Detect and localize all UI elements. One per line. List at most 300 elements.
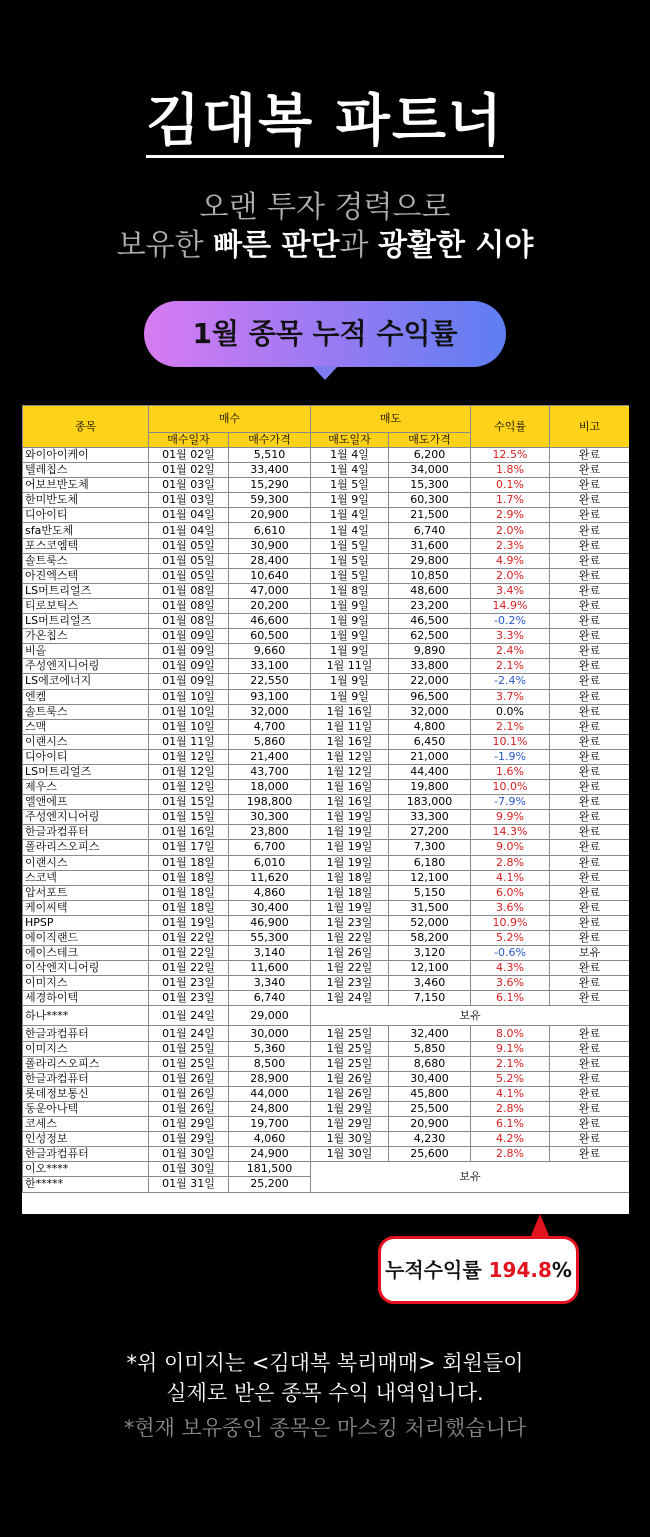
table-row (23, 1041, 630, 1056)
buy-date: 01월 05일 (149, 538, 229, 553)
buy-price: 11,600 (229, 961, 311, 976)
status: 완료 (550, 704, 629, 719)
table-row (23, 448, 630, 463)
col-buy: 매수 (149, 406, 311, 433)
status: 완료 (550, 1086, 629, 1101)
sell-date: 1월 30일 (311, 1132, 389, 1147)
return-rate: 3.4% (471, 583, 550, 598)
col-note: 비고 (550, 406, 629, 448)
sell-date: 1월 4일 (311, 523, 389, 538)
sell-date: 1월 11일 (311, 659, 389, 674)
status: 완료 (550, 568, 629, 583)
buy-date: 01월 05일 (149, 568, 229, 583)
table-row (23, 915, 630, 930)
stock-name: 이랜시스 (23, 734, 149, 749)
buy-date: 01월 15일 (149, 810, 229, 825)
return-rate: 1.6% (471, 764, 550, 779)
sell-price: 4,230 (389, 1132, 471, 1147)
stock-name: 동운아나텍 (23, 1101, 149, 1116)
returns-sheet (22, 405, 629, 1214)
sell-date: 1월 9일 (311, 644, 389, 659)
return-rate: 8.0% (471, 1026, 550, 1041)
sell-price: 29,800 (389, 553, 471, 568)
sell-date: 1월 5일 (311, 538, 389, 553)
sell-price: 6,180 (389, 855, 471, 870)
table-row (23, 825, 630, 840)
sell-date: 1월 8일 (311, 583, 389, 598)
return-rate: 2.9% (471, 508, 550, 523)
table-row (23, 719, 630, 734)
return-rate: 10.0% (471, 780, 550, 795)
buy-price: 5,860 (229, 734, 311, 749)
stock-name: 텔레칩스 (23, 463, 149, 478)
return-rate: 9.1% (471, 1041, 550, 1056)
sell-price: 31,600 (389, 538, 471, 553)
table-row (23, 900, 630, 915)
return-rate: 2.0% (471, 523, 550, 538)
stock-name: 주성엔지니어링 (23, 659, 149, 674)
buy-price: 47,000 (229, 583, 311, 598)
status: 완료 (550, 583, 629, 598)
table-row (23, 734, 630, 749)
buy-date: 01월 16일 (149, 825, 229, 840)
table-row (23, 508, 630, 523)
table-row (23, 704, 630, 719)
sell-price: 7,150 (389, 991, 471, 1006)
sell-date: 1월 12일 (311, 749, 389, 764)
sell-price: 27,200 (389, 825, 471, 840)
table-row (23, 1056, 630, 1071)
sell-price: 21,500 (389, 508, 471, 523)
return-rate: 2.1% (471, 719, 550, 734)
status: 완료 (550, 689, 629, 704)
buy-price: 15,290 (229, 478, 311, 493)
sell-price: 21,000 (389, 749, 471, 764)
return-rate: -2.4% (471, 674, 550, 689)
last1-buy-price: 181,500 (229, 1162, 311, 1177)
sell-date: 1월 24일 (311, 991, 389, 1006)
buy-price: 30,300 (229, 810, 311, 825)
sell-price: 12,100 (389, 961, 471, 976)
sell-price: 44,400 (389, 764, 471, 779)
status: 완료 (550, 1041, 629, 1056)
held-buy-price: 29,000 (229, 1006, 311, 1026)
sell-price: 3,120 (389, 946, 471, 961)
buy-price: 198,800 (229, 795, 311, 810)
last1-name: 이오**** (23, 1162, 149, 1177)
buy-price: 28,900 (229, 1071, 311, 1086)
cumulative-return-bubble (378, 1236, 579, 1304)
buy-price: 22,550 (229, 674, 311, 689)
status: 완료 (550, 1071, 629, 1086)
sell-date: 1월 18일 (311, 885, 389, 900)
sell-price: 30,400 (389, 1071, 471, 1086)
buy-date: 01월 26일 (149, 1101, 229, 1116)
buy-date: 01월 29일 (149, 1132, 229, 1147)
stock-name: 인성정보 (23, 1132, 149, 1147)
status: 완료 (550, 749, 629, 764)
buy-price: 59,300 (229, 493, 311, 508)
buy-price: 6,010 (229, 855, 311, 870)
held-row-group (23, 1006, 630, 1026)
buy-date: 01월 19일 (149, 915, 229, 930)
buy-price: 19,700 (229, 1117, 311, 1132)
buy-date: 01월 04일 (149, 523, 229, 538)
return-rate: 6.1% (471, 1117, 550, 1132)
return-rate: 2.8% (471, 1101, 550, 1116)
sell-date: 1월 26일 (311, 1086, 389, 1101)
table-row (23, 523, 630, 538)
buy-date: 01월 10일 (149, 704, 229, 719)
buy-price: 55,300 (229, 931, 311, 946)
return-rate: 3.7% (471, 689, 550, 704)
stock-name: 스코넥 (23, 870, 149, 885)
status: 완료 (550, 1147, 629, 1162)
sell-date: 1월 26일 (311, 1071, 389, 1086)
buy-date: 01월 18일 (149, 855, 229, 870)
table-row (23, 598, 630, 613)
buy-price: 8,500 (229, 1056, 311, 1071)
table-row (23, 659, 630, 674)
table-row (23, 493, 630, 508)
buy-price: 4,860 (229, 885, 311, 900)
monthly-return-badge: 1월 종목 누적 수익률 (144, 301, 506, 367)
buy-date: 01월 25일 (149, 1056, 229, 1071)
sell-date: 1월 25일 (311, 1041, 389, 1056)
sell-date: 1월 5일 (311, 568, 389, 583)
sell-price: 45,800 (389, 1086, 471, 1101)
summary-label: 누적수익률 (385, 1258, 489, 1282)
buy-date: 01월 30일 (149, 1147, 229, 1162)
return-rate: 2.0% (471, 568, 550, 583)
note-line2: 실제로 받은 종목 수익 내역입니다. (166, 1381, 484, 1405)
sell-date: 1월 16일 (311, 795, 389, 810)
sell-price: 10,850 (389, 568, 471, 583)
status: 완료 (550, 644, 629, 659)
last2-name: 한***** (23, 1177, 149, 1192)
table-row (23, 1117, 630, 1132)
status: 완료 (550, 463, 629, 478)
sell-price: 25,500 (389, 1101, 471, 1116)
stock-name: 이미지스 (23, 1041, 149, 1056)
sell-price: 6,450 (389, 734, 471, 749)
buy-date: 01월 23일 (149, 976, 229, 991)
col-sell: 매도 (311, 406, 471, 433)
buy-price: 3,140 (229, 946, 311, 961)
buy-date: 01월 08일 (149, 614, 229, 629)
return-rate: 6.1% (471, 991, 550, 1006)
return-rate: 10.9% (471, 915, 550, 930)
table-row (23, 553, 630, 568)
table-row (23, 976, 630, 991)
buy-price: 23,800 (229, 825, 311, 840)
buy-date: 01월 24일 (149, 1026, 229, 1041)
sell-price: 62,500 (389, 629, 471, 644)
status: 완료 (550, 961, 629, 976)
buy-price: 32,000 (229, 704, 311, 719)
status: 완료 (550, 1101, 629, 1116)
return-rate: 4.1% (471, 1086, 550, 1101)
sell-date: 1월 16일 (311, 704, 389, 719)
buy-date: 01월 09일 (149, 629, 229, 644)
buy-date: 01월 25일 (149, 1041, 229, 1056)
buy-date: 01월 18일 (149, 885, 229, 900)
return-rate: 1.8% (471, 463, 550, 478)
return-rate: 3.3% (471, 629, 550, 644)
buy-date: 01월 22일 (149, 931, 229, 946)
sell-price: 32,000 (389, 704, 471, 719)
return-rate: 2.3% (471, 538, 550, 553)
buy-date: 01월 09일 (149, 659, 229, 674)
summary-unit: % (551, 1258, 572, 1282)
buy-price: 60,500 (229, 629, 311, 644)
buy-price: 18,000 (229, 780, 311, 795)
subtitle-pre: 보유한 (116, 228, 214, 263)
summary-pointer (530, 1214, 550, 1238)
sell-date: 1월 30일 (311, 1147, 389, 1162)
buy-price: 44,000 (229, 1086, 311, 1101)
buy-price: 24,900 (229, 1147, 311, 1162)
buy-date: 01월 10일 (149, 719, 229, 734)
stock-name: 에이스테크 (23, 946, 149, 961)
sell-price: 12,100 (389, 870, 471, 885)
stock-name: HPSP (23, 915, 149, 930)
returns-table (22, 405, 629, 1193)
return-rate: 14.3% (471, 825, 550, 840)
table-row (23, 674, 630, 689)
buy-date: 01월 08일 (149, 583, 229, 598)
stock-name: 어보브반도체 (23, 478, 149, 493)
stock-name: 비올 (23, 644, 149, 659)
sell-date: 1월 29일 (311, 1101, 389, 1116)
status: 완료 (550, 478, 629, 493)
sell-date: 1월 5일 (311, 478, 389, 493)
status: 완료 (550, 1056, 629, 1071)
return-rate: 0.0% (471, 704, 550, 719)
sell-date: 1월 19일 (311, 900, 389, 915)
stock-name: 한미반도체 (23, 493, 149, 508)
buy-date: 01월 10일 (149, 689, 229, 704)
buy-price: 33,400 (229, 463, 311, 478)
buy-price: 6,700 (229, 840, 311, 855)
subtitle-line2 (0, 228, 650, 264)
return-rate: 1.7% (471, 493, 550, 508)
buy-price: 24,800 (229, 1101, 311, 1116)
table-row (23, 1071, 630, 1086)
stock-name: 엔켐 (23, 689, 149, 704)
status: 완료 (550, 508, 629, 523)
table-row (23, 764, 630, 779)
table-row (23, 1101, 630, 1116)
sell-price: 48,600 (389, 583, 471, 598)
table-row (23, 568, 630, 583)
stock-name: 한글과컴퓨터 (23, 1026, 149, 1041)
buy-price: 46,600 (229, 614, 311, 629)
sell-price: 3,460 (389, 976, 471, 991)
sell-date: 1월 29일 (311, 1117, 389, 1132)
sell-date: 1월 19일 (311, 855, 389, 870)
sell-price: 6,740 (389, 523, 471, 538)
buy-date: 01월 09일 (149, 674, 229, 689)
status: 완료 (550, 598, 629, 613)
table-row (23, 870, 630, 885)
status: 완료 (550, 553, 629, 568)
stock-name: LS머트리얼즈 (23, 583, 149, 598)
sell-price: 7,300 (389, 840, 471, 855)
status: 완료 (550, 659, 629, 674)
sell-date: 1월 16일 (311, 780, 389, 795)
table-row (23, 840, 630, 855)
sell-date: 1월 19일 (311, 840, 389, 855)
return-rate: 3.6% (471, 900, 550, 915)
table-row (23, 644, 630, 659)
stock-name: 압서포트 (23, 885, 149, 900)
buy-price: 5,510 (229, 448, 311, 463)
subtitle-mid: 과 (339, 228, 379, 263)
status: 완료 (550, 795, 629, 810)
status: 완료 (550, 734, 629, 749)
return-rate: 3.6% (471, 976, 550, 991)
return-rate: 2.4% (471, 644, 550, 659)
col-buy-date: 매수일자 (149, 433, 229, 448)
rows-group-2 (23, 1026, 630, 1162)
table-row-held (23, 1006, 630, 1026)
sell-date: 1월 4일 (311, 448, 389, 463)
return-rate: 2.8% (471, 1147, 550, 1162)
stock-name: 스맥 (23, 719, 149, 734)
return-rate: 6.0% (471, 885, 550, 900)
table-row (23, 538, 630, 553)
status: 완료 (550, 900, 629, 915)
buy-price: 4,700 (229, 719, 311, 734)
sell-price: 23,200 (389, 598, 471, 613)
table-row (23, 855, 630, 870)
sell-price: 20,900 (389, 1117, 471, 1132)
return-rate: 9.0% (471, 840, 550, 855)
buy-date: 01월 11일 (149, 734, 229, 749)
subtitle-line1: 오랜 투자 경력으로 (199, 190, 451, 225)
sell-price: 22,000 (389, 674, 471, 689)
return-rate: -0.2% (471, 614, 550, 629)
return-rate: 2.1% (471, 659, 550, 674)
buy-date: 01월 26일 (149, 1071, 229, 1086)
sell-date: 1월 19일 (311, 825, 389, 840)
buy-date: 01월 26일 (149, 1086, 229, 1101)
status: 완료 (550, 764, 629, 779)
sell-price: 19,800 (389, 780, 471, 795)
buy-price: 33,100 (229, 659, 311, 674)
sell-price: 34,000 (389, 463, 471, 478)
sell-date: 1월 5일 (311, 553, 389, 568)
stock-name: 아진엑스텍 (23, 568, 149, 583)
sell-price: 96,500 (389, 689, 471, 704)
table-row (23, 810, 630, 825)
last2-buy-price: 25,200 (229, 1177, 311, 1192)
status: 완료 (550, 1132, 629, 1147)
buy-date: 01월 22일 (149, 961, 229, 976)
table-row (23, 629, 630, 644)
status: 완료 (550, 855, 629, 870)
buy-date: 01월 17일 (149, 840, 229, 855)
return-rate: -0.6% (471, 946, 550, 961)
subtitle-bold2: 광활한 시야 (378, 228, 534, 263)
return-rate: 14.9% (471, 598, 550, 613)
table-row (23, 1026, 630, 1041)
return-rate: 2.8% (471, 855, 550, 870)
last-status: 보유 (311, 1162, 629, 1192)
buy-price: 30,000 (229, 1026, 311, 1041)
sell-date: 1월 23일 (311, 915, 389, 930)
buy-price: 10,640 (229, 568, 311, 583)
stock-name: 에이직랜드 (23, 931, 149, 946)
stock-name: 코세스 (23, 1117, 149, 1132)
col-buy-price: 매수가격 (229, 433, 311, 448)
buy-price: 3,340 (229, 976, 311, 991)
held-buy-date: 01월 24일 (149, 1006, 229, 1026)
buy-date: 01월 03일 (149, 478, 229, 493)
stock-name: 폴라리스오피스 (23, 1056, 149, 1071)
sell-date: 1월 4일 (311, 463, 389, 478)
buy-price: 21,400 (229, 749, 311, 764)
table-row (23, 946, 630, 961)
stock-name: 한글과컴퓨터 (23, 1147, 149, 1162)
sell-date: 1월 9일 (311, 629, 389, 644)
stock-name: 제우스 (23, 780, 149, 795)
buy-price: 28,400 (229, 553, 311, 568)
sell-price: 9,890 (389, 644, 471, 659)
sell-date: 1월 9일 (311, 493, 389, 508)
buy-date: 01월 02일 (149, 448, 229, 463)
stock-name: 케이씨텍 (23, 900, 149, 915)
buy-price: 6,740 (229, 991, 311, 1006)
subtitle-bold1: 빠른 판단 (213, 228, 340, 263)
status: 보유 (550, 946, 629, 961)
sell-price: 33,300 (389, 810, 471, 825)
sell-price: 183,000 (389, 795, 471, 810)
page-title (0, 88, 650, 158)
sell-price: 32,400 (389, 1026, 471, 1041)
table-row (23, 478, 630, 493)
table-row (23, 1132, 630, 1147)
stock-name: 이미지스 (23, 976, 149, 991)
status: 완료 (550, 915, 629, 930)
table-row (23, 885, 630, 900)
buy-price: 9,660 (229, 644, 311, 659)
buy-date: 01월 18일 (149, 870, 229, 885)
stock-name: LS머트리얼즈 (23, 764, 149, 779)
table-row (23, 780, 630, 795)
buy-date: 01월 12일 (149, 780, 229, 795)
summary-value: 194.8 (488, 1258, 552, 1282)
sell-date: 1월 26일 (311, 946, 389, 961)
sell-date: 1월 16일 (311, 734, 389, 749)
stock-name: 이삭엔지니어링 (23, 961, 149, 976)
stock-name: sfa반도체 (23, 523, 149, 538)
sell-price: 6,200 (389, 448, 471, 463)
stock-name: 솔트룩스 (23, 553, 149, 568)
buy-date: 01월 08일 (149, 598, 229, 613)
sell-date: 1월 4일 (311, 508, 389, 523)
sell-date: 1월 9일 (311, 674, 389, 689)
buy-date: 01월 22일 (149, 946, 229, 961)
buy-price: 20,900 (229, 508, 311, 523)
sell-price: 31,500 (389, 900, 471, 915)
return-rate: 4.2% (471, 1132, 550, 1147)
sell-date: 1월 23일 (311, 976, 389, 991)
sell-price: 8,680 (389, 1056, 471, 1071)
page-title-text: 김대복 파트너 (146, 88, 504, 158)
status: 완료 (550, 629, 629, 644)
